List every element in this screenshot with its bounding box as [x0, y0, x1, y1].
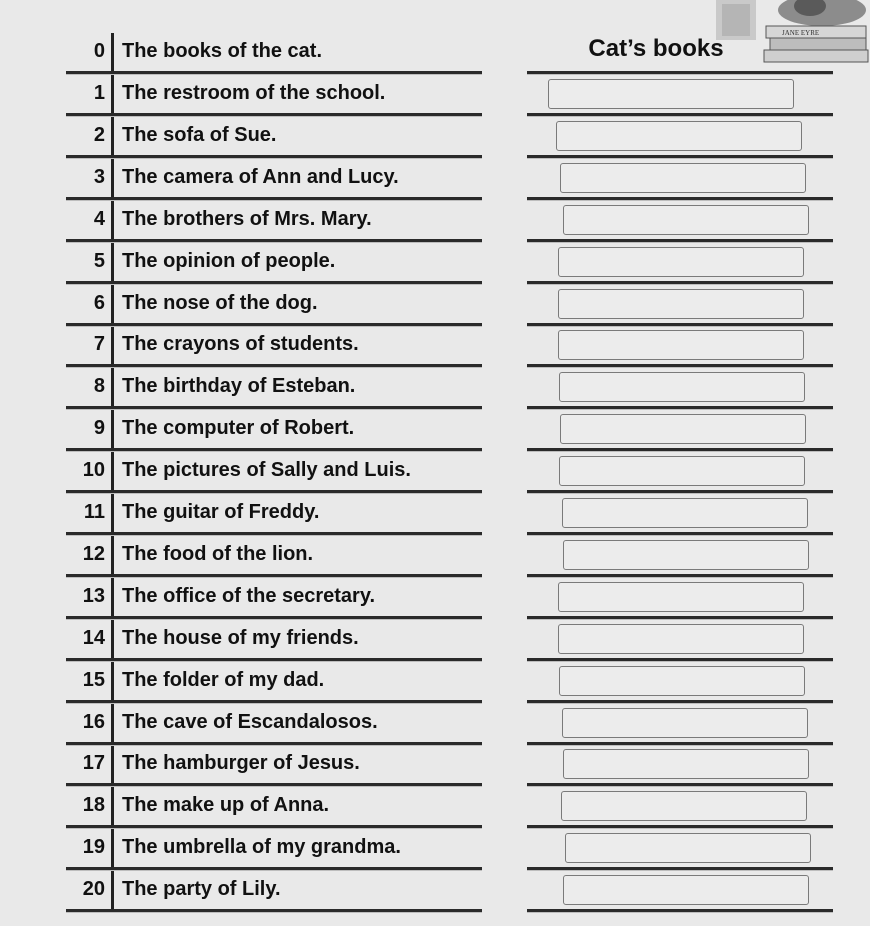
item-number: 14	[82, 627, 105, 649]
answer-input[interactable]	[562, 708, 808, 738]
exercise-row	[0, 452, 870, 494]
example-number: 0	[93, 40, 105, 62]
item-phrase: The camera of Ann and Lucy.	[122, 166, 399, 188]
answer-input[interactable]	[562, 498, 808, 528]
item-number: 15	[82, 669, 105, 691]
answer-input[interactable]	[559, 666, 805, 696]
exercise-row	[0, 494, 870, 536]
exercise-row	[0, 159, 870, 201]
item-phrase: The brothers of Mrs. Mary.	[122, 208, 372, 230]
example-row	[0, 33, 870, 75]
item-phrase: The nose of the dog.	[122, 292, 318, 314]
answer-input[interactable]	[556, 121, 802, 151]
item-number: 3	[93, 166, 105, 188]
item-number: 6	[93, 292, 105, 314]
exercise-row	[0, 243, 870, 285]
item-number: 9	[93, 417, 105, 439]
answer-input[interactable]	[563, 875, 809, 905]
item-phrase: The crayons of students.	[122, 333, 359, 355]
item-phrase: The folder of my dad.	[122, 669, 325, 691]
answer-input[interactable]	[558, 289, 804, 319]
exercise-row	[0, 410, 870, 452]
item-number: 1	[93, 82, 105, 104]
exercise-row	[0, 662, 870, 704]
item-phrase: The office of the secretary.	[122, 585, 376, 607]
answer-input[interactable]	[560, 163, 806, 193]
item-phrase: The sofa of Sue.	[122, 124, 277, 146]
example-answer: Cat’s books	[588, 35, 724, 62]
item-phrase: The hamburger of Jesus.	[122, 752, 360, 774]
answer-input[interactable]	[565, 833, 811, 863]
answer-input[interactable]	[558, 624, 804, 654]
answer-input[interactable]	[559, 372, 805, 402]
item-phrase: The party of Lily.	[122, 878, 281, 900]
exercise-row	[0, 201, 870, 243]
exercise-row	[0, 117, 870, 159]
item-number: 2	[93, 124, 105, 146]
item-phrase: The cave of Escandalosos.	[122, 711, 378, 733]
exercise-row	[0, 578, 870, 620]
exercise-row	[0, 745, 870, 787]
exercise-row	[0, 787, 870, 829]
item-phrase: The computer of Robert.	[122, 417, 355, 439]
exercise-row	[0, 704, 870, 746]
item-phrase: The make up of Anna.	[122, 794, 330, 816]
item-number: 17	[82, 752, 105, 774]
item-number: 12	[82, 543, 105, 565]
exercise-row	[0, 871, 870, 913]
answer-input[interactable]	[558, 330, 804, 360]
row-rule-right	[527, 909, 833, 913]
item-number: 5	[93, 250, 105, 272]
item-number: 13	[82, 585, 105, 607]
answer-input[interactable]	[558, 582, 804, 612]
answer-input[interactable]	[563, 749, 809, 779]
item-phrase: The pictures of Sally and Luis.	[122, 459, 411, 481]
answer-input[interactable]	[548, 79, 794, 109]
item-number: 20	[82, 878, 105, 900]
item-number: 7	[93, 333, 105, 355]
exercise-row	[0, 368, 870, 410]
exercise-row	[0, 620, 870, 662]
item-number: 11	[83, 501, 105, 523]
answer-input[interactable]	[563, 540, 809, 570]
answer-input[interactable]	[559, 456, 805, 486]
item-phrase: The opinion of people.	[122, 250, 336, 272]
row-rule-left	[66, 909, 482, 913]
exercise-row	[0, 829, 870, 871]
item-number: 10	[82, 459, 105, 481]
item-phrase: The restroom of the school.	[122, 82, 386, 104]
item-phrase: The umbrella of my grandma.	[122, 836, 401, 858]
item-number: 8	[93, 375, 105, 397]
answer-input[interactable]	[563, 205, 809, 235]
item-number: 19	[82, 836, 105, 858]
item-number: 18	[82, 794, 105, 816]
answer-input[interactable]	[560, 414, 806, 444]
item-phrase: The guitar of Freddy.	[122, 501, 320, 523]
answer-input[interactable]	[558, 247, 804, 277]
item-phrase: The birthday of Esteban.	[122, 375, 356, 397]
exercise-row	[0, 75, 870, 117]
item-phrase: The house of my friends.	[122, 627, 359, 649]
exercise-row	[0, 285, 870, 327]
item-number: 16	[82, 711, 105, 733]
example-phrase: The books of the cat.	[122, 40, 323, 62]
item-phrase: The food of the lion.	[122, 543, 314, 565]
exercise-row	[0, 326, 870, 368]
item-number: 4	[93, 208, 105, 230]
exercise-row	[0, 536, 870, 578]
answer-input[interactable]	[561, 791, 807, 821]
book-spine-label: JANE EYRE	[782, 29, 820, 37]
